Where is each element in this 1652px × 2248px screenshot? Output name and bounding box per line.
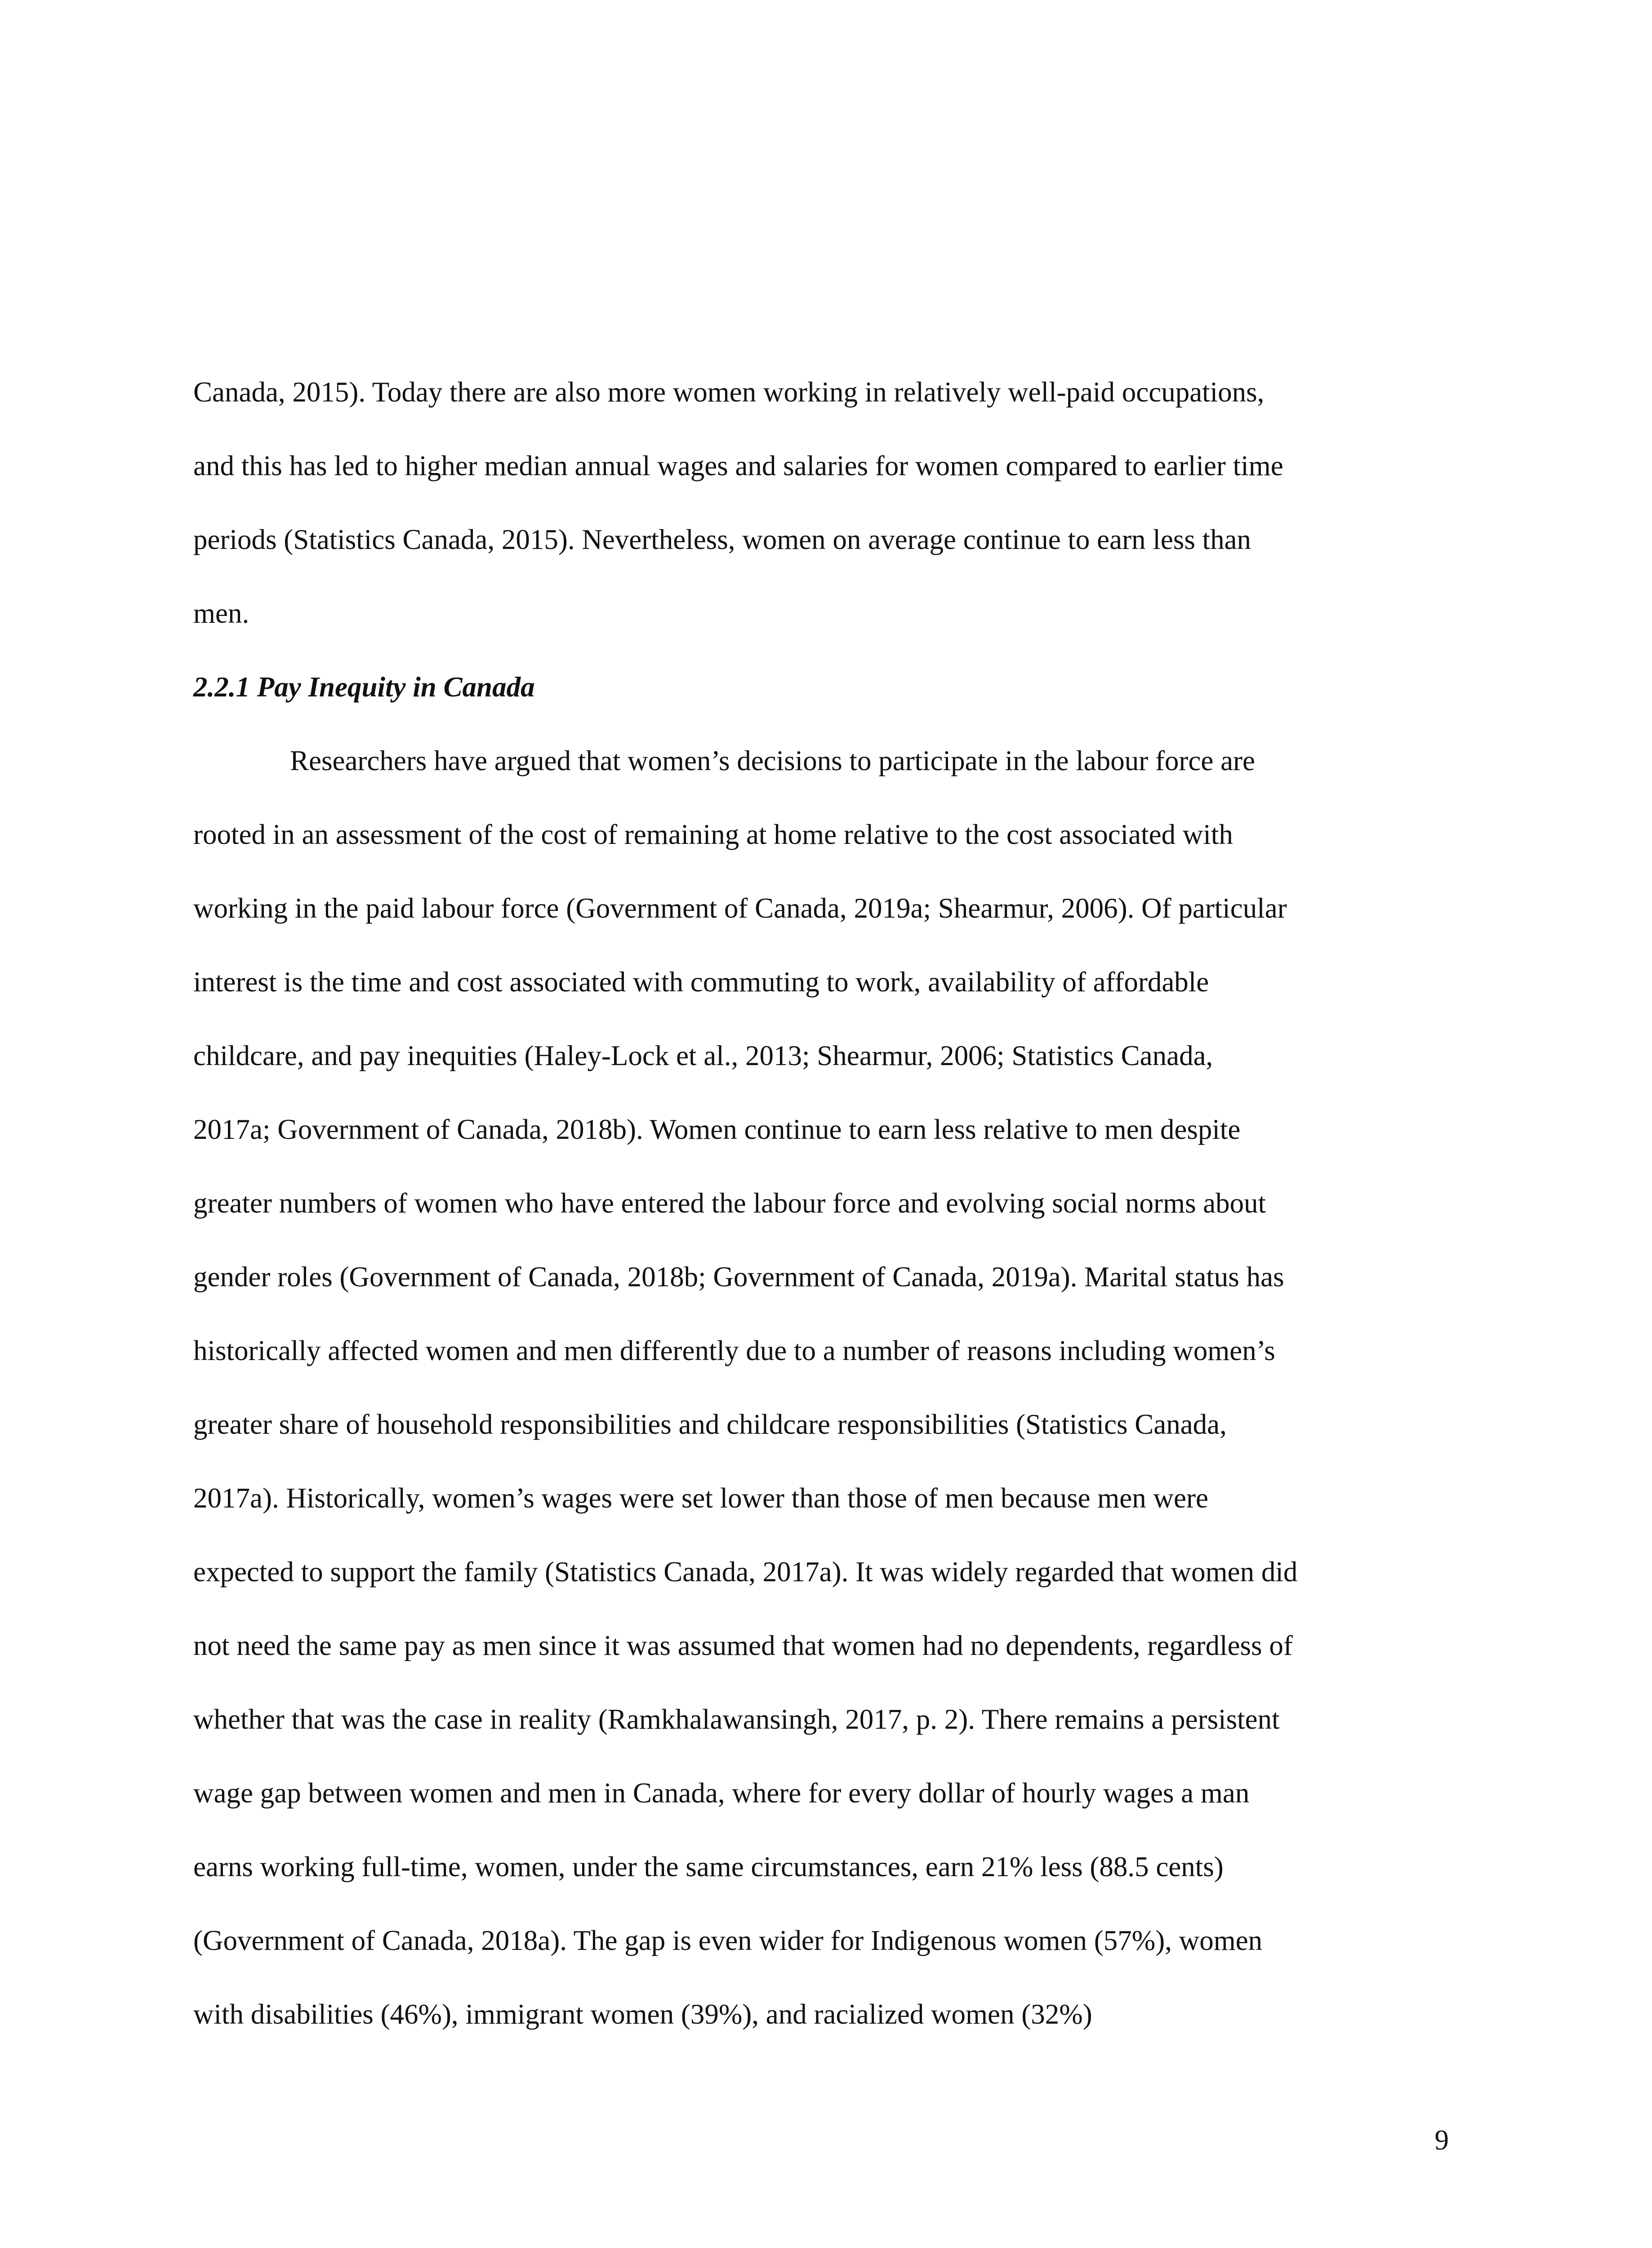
body-text: [193, 355, 1452, 2051]
text-line: working in the paid labour force (Government of Canada, 2019a; Shearmur, 2006). Of particular: [193, 892, 1287, 924]
text-line: rooted in an assessment of the cost of remaining at home relative to the cost associated with: [193, 819, 1233, 850]
page-number: 9: [1434, 2124, 1449, 2156]
text-line: not need the same pay as men since it was assumed that women had no dependents, regardless of: [193, 1630, 1293, 1661]
text-line: earns working full-time, women, under the same circumstances, earn 21% less (88.5 cents): [193, 1851, 1224, 1882]
text-line: interest is the time and cost associated with commuting to work, availability of affordable: [193, 966, 1209, 998]
text-line: (Government of Canada, 2018a). The gap is even wider for Indigenous women (57%), women: [193, 1925, 1263, 1956]
text-line: whether that was the case in reality (Ramkhalawansingh, 2017, p. 2). There remains a persistent: [193, 1704, 1280, 1735]
text-line: Canada, 2015). Today there are also more women working in relatively well-paid occupations,: [193, 376, 1265, 408]
text-line: 2017a). Historically, women’s wages were set lower than those of men because men were: [193, 1482, 1208, 1514]
paragraph-1: [193, 355, 1452, 650]
text-line: 2017a; Government of Canada, 2018b). Women continue to earn less relative to men despite: [193, 1114, 1241, 1145]
text-line: greater share of household responsibilities and childcare responsibilities (Statistics Canada,: [193, 1409, 1227, 1440]
text-line: and this has led to higher median annual wages and salaries for women compared to earlier time: [193, 450, 1283, 482]
paragraph-2: [193, 724, 1452, 2051]
text-line: wage gap between women and men in Canada, where for every dollar of hourly wages a man: [193, 1777, 1250, 1809]
text-line: periods (Statistics Canada, 2015). Nevertheless, women on average continue to earn less than: [193, 524, 1251, 555]
text-line: with disabilities (46%), immigrant women (39%), and racialized women (32%): [193, 1998, 1092, 2030]
text-line: historically affected women and men differently due to a number of reasons including women’s: [193, 1335, 1275, 1366]
text-line: childcare, and pay inequities (Haley-Lock et al., 2013; Shearmur, 2006; Statistics Canada,: [193, 1040, 1213, 1071]
section-heading: 2.2.1 Pay Inequity in Canada: [193, 671, 535, 703]
text-line: gender roles (Government of Canada, 2018b; Government of Canada, 2019a). Marital status has: [193, 1261, 1284, 1293]
text-line: men.: [193, 598, 249, 629]
text-line: expected to support the family (Statistics Canada, 2017a). It was widely regarded that women did: [193, 1556, 1298, 1588]
text-line: Researchers have argued that women’s decisions to participate in the labour force are: [290, 745, 1255, 776]
text-line: greater numbers of women who have entered the labour force and evolving social norms about: [193, 1187, 1266, 1219]
